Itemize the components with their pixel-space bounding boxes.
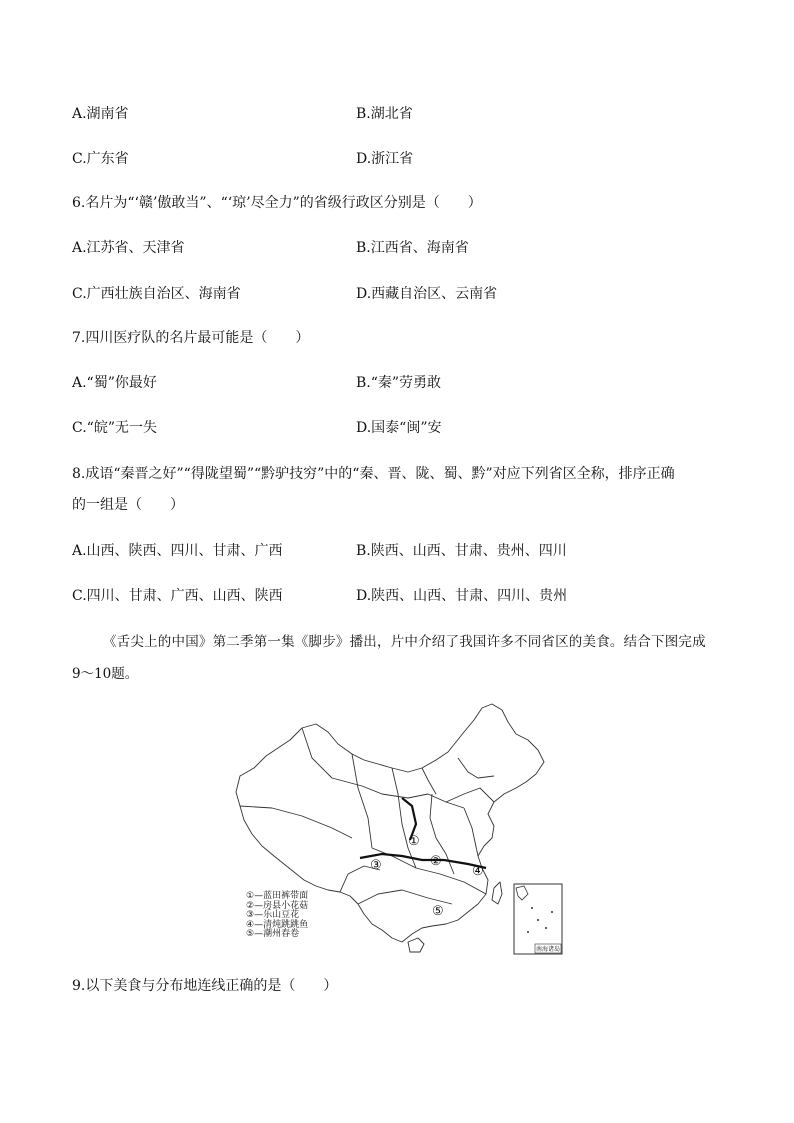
q8-option-d: D.陕西、山西、甘肃、四川、贵州 <box>356 588 568 604</box>
q8-option-a: A.山西、陕西、四川、甘肃、广西 <box>72 543 283 559</box>
q8-option-b: B.陕西、山西、甘肃、贵州、四川 <box>356 543 567 559</box>
q6-question: 6.名片为“‘赣’傲敢当”、“‘琼’尽全力”的省级行政区分别是（ ） <box>72 195 482 211</box>
legend-item-1: ①—蓝田裤带面 <box>246 891 309 901</box>
q7-option-c: C.“皖”无一失 <box>72 420 157 436</box>
q7-option-b: B.“秦”劳勇敢 <box>356 375 442 391</box>
map-marker-2: ② <box>430 854 442 869</box>
q5-option-d: D.浙江省 <box>356 151 414 167</box>
legend-item-4: ④—清炖跳跳鱼 <box>246 919 309 930</box>
passage-line1: 《舌尖上的中国》第二季第一集《脚步》播出，片中介绍了我国许多不同省区的美食。结合下图完成 <box>103 634 706 650</box>
q5-option-a: A.湖南省 <box>72 106 129 122</box>
map-marker-4: ④ <box>472 864 484 879</box>
q6-option-c: C.广西壮族自治区、海南省 <box>72 286 241 302</box>
q7-option-d: D.国泰“闽”安 <box>356 420 442 436</box>
passage-line2: 9～10题。 <box>72 666 139 682</box>
q5-option-c: C.广东省 <box>72 151 129 167</box>
q8-option-c: C.四川、甘肃、广西、山西、陕西 <box>72 588 283 604</box>
legend-item-5: ⑤—潮州春卷 <box>246 929 300 939</box>
q8-question-line1: 8.成语“秦晋之好”“得陇望蜀”“黔驴技穷”中的“秦、晋、陇、蜀、黔”对应下列省区全称，排序正确 <box>72 466 675 482</box>
q7-question: 7.四川医疗队的名片最可能是（ ） <box>72 330 310 346</box>
legend-item-2: ②—房县小花菇 <box>246 900 309 911</box>
inset-label: 南海诸岛 <box>536 946 561 953</box>
map-marker-3: ③ <box>370 858 382 873</box>
q6-option-d: D.西藏自治区、云南省 <box>356 286 498 302</box>
q6-option-a: A.江苏省、天津省 <box>72 240 185 256</box>
q5-option-b: B.湖北省 <box>356 106 413 122</box>
q7-option-a: A.“蜀”你最好 <box>72 375 157 391</box>
map-marker-5: ⑤ <box>432 904 444 919</box>
map-legend <box>246 892 308 940</box>
map-marker-1: ① <box>408 834 420 849</box>
q6-option-b: B.江西省、海南省 <box>356 240 469 256</box>
q9-question: 9.以下美食与分布地连线正确的是（ ） <box>72 978 338 994</box>
taiwan-outline <box>492 882 502 904</box>
legend-item-3: ③—乐山豆花 <box>246 910 300 920</box>
hainan-outline <box>408 938 424 952</box>
q8-question-line2: 的一组是（ ） <box>72 497 184 513</box>
